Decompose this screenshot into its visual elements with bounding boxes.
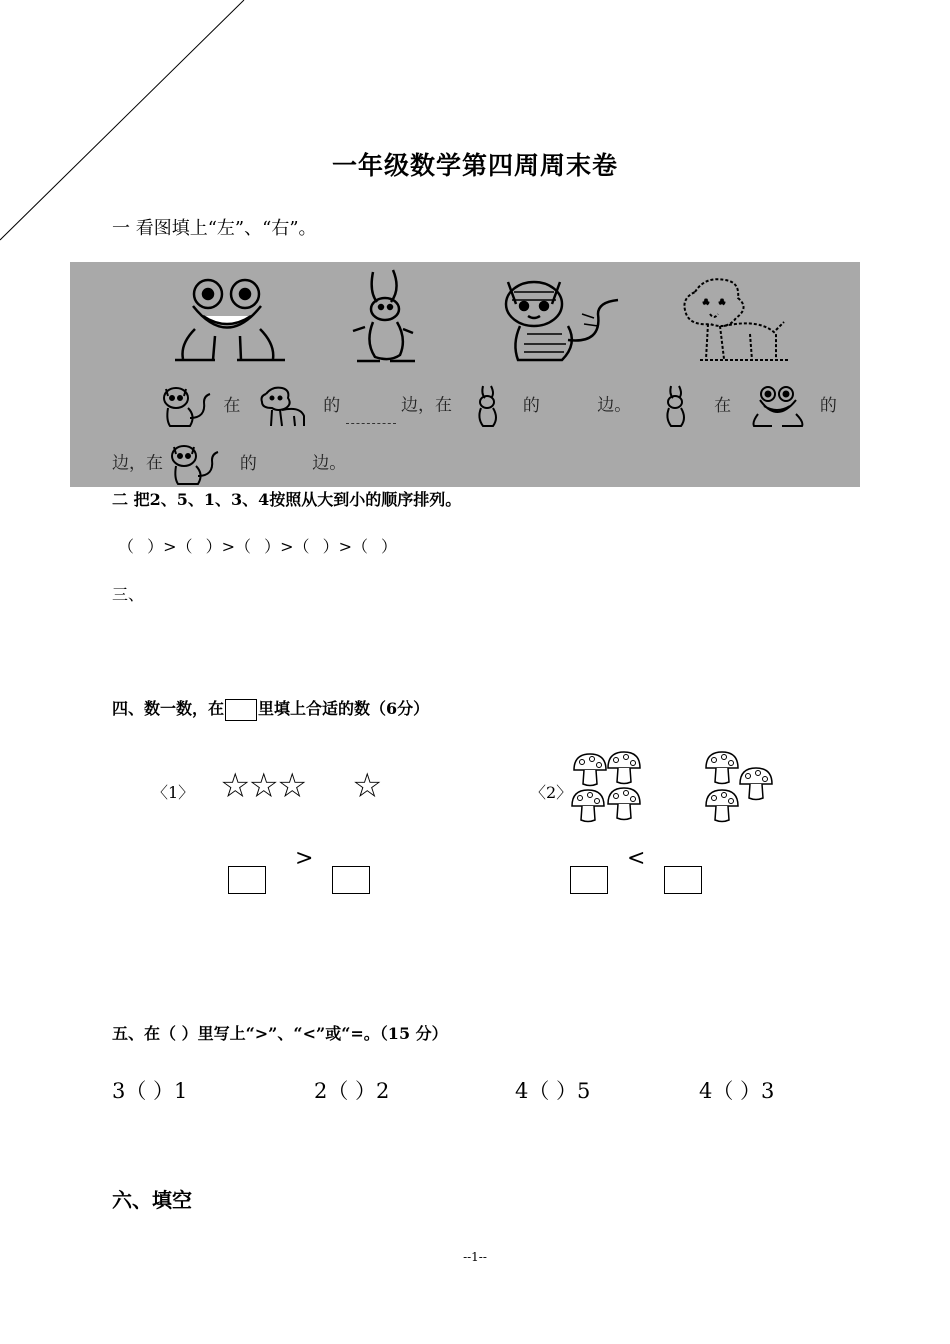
corner-diagonal-line [0,0,250,245]
section5-heading: 五、在（ ）里写上“>”、“<”或“=。（15 分） [112,1024,448,1043]
sentence-line-2 [112,442,346,486]
answer-box-1b[interactable] [332,866,370,894]
page-number: --1-- [463,1250,487,1264]
answer-box-2a[interactable] [570,866,608,894]
section4-heading-after: 里填上合适的数（6分） [258,699,430,718]
stars-group-1: ☆☆☆ [220,766,306,806]
sentence2-word-1: 边，在 [112,453,163,474]
sentence2-word-3: 边。 [312,453,347,474]
cat-small-picture [168,442,220,486]
picture-panel [70,262,860,487]
cat-picture [502,274,627,366]
frog-small-picture [752,384,804,428]
compare-item-2[interactable]: 2（ ）2 [314,1079,390,1103]
answer-box-2b[interactable] [664,866,702,894]
section4-heading-before: 四、数一数，在 [112,699,225,718]
rabbit-picture [345,267,425,367]
section1-heading: 一 看图填上“左”、“右”。 [112,218,317,239]
sentence1-word-1: 在 [223,395,241,416]
dog-small-picture [258,384,308,428]
rabbit-small-picture [471,384,503,428]
box-legend-icon [225,699,257,721]
page-title: 一年级数学第四周周末卷 [331,151,618,180]
sentence1-word-4: 的 [522,395,540,416]
sentence1-word-2: 的 [323,395,341,416]
section2-heading: 二 把2、5、1、3、4按照从大到小的顺序排列。 [112,490,462,509]
stars-group-2: ☆ [352,766,383,806]
cat-small-picture [160,384,212,428]
compare-item-4[interactable]: 4（ ）3 [699,1079,775,1103]
sentence1-word-3: 边，在 [401,395,453,416]
section3-heading: 三、 [112,585,145,604]
order-answer-line[interactable]: （ ）>（ ）>（ ）>（ ）>（ ） [118,537,398,556]
compare-sign-2: < [627,846,646,871]
compare-item-1[interactable]: 3（ ）1 [112,1079,188,1103]
section4-heading [112,696,429,721]
section6-heading: 六、填空 [112,1188,192,1212]
rabbit-small-picture [659,384,691,428]
item2-label: 〈2〉 [530,783,573,802]
sentence1-word-6: 在 [714,395,732,416]
dog-picture [680,274,790,369]
compare-sign-1: > [295,846,314,871]
sentence-line-1 [160,384,837,428]
sentence1-word-5: 边。 [597,395,632,416]
mushrooms-group-1 [568,750,648,834]
item1-label: 〈1〉 [152,783,195,802]
sentence2-word-2: 的 [239,453,257,474]
frog-picture [175,274,285,364]
sentence1-word-7: 的 [819,395,837,416]
compare-item-3[interactable]: 4（ ）5 [515,1079,591,1103]
mushrooms-group-2 [700,750,782,834]
answer-box-1a[interactable] [228,866,266,894]
answer-blank-1[interactable] [346,423,396,424]
